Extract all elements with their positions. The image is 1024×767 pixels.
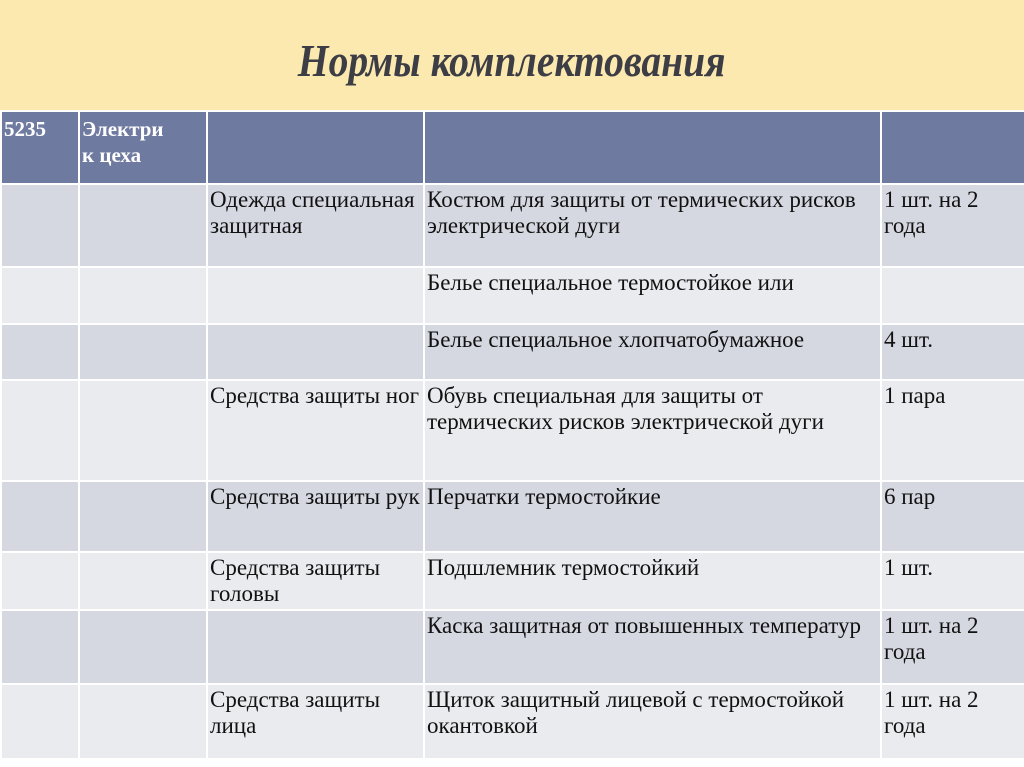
cell-item: Перчатки термостойкие	[424, 481, 881, 552]
cell-norm: 1 шт. на 2 года	[881, 684, 1024, 759]
header-code: 5235	[1, 111, 79, 184]
header-profession	[79, 111, 207, 184]
table-row	[1, 684, 1024, 759]
cell-category: Средства защиты лица	[207, 684, 424, 759]
cell-profession	[79, 684, 207, 759]
cell-code	[1, 324, 79, 380]
cell-norm: 1 пара	[881, 380, 1024, 481]
cell-code	[1, 610, 79, 684]
header-item	[424, 111, 881, 184]
cell-category	[207, 324, 424, 380]
cell-profession	[79, 324, 207, 380]
cell-norm: 1 шт. на 2 года	[881, 184, 1024, 267]
cell-profession	[79, 481, 207, 552]
cell-code	[1, 481, 79, 552]
table-row	[1, 552, 1024, 610]
header-norm	[881, 111, 1024, 184]
cell-norm: 1 шт.	[881, 552, 1024, 610]
table-header-row	[1, 111, 1024, 184]
cell-code	[1, 684, 79, 759]
table-row	[1, 324, 1024, 380]
table-row	[1, 184, 1024, 267]
cell-category: Одежда специальная защитная	[207, 184, 424, 267]
cell-item: Щиток защитный лицевой с термостойкой окантовкой	[424, 684, 881, 759]
norms-table	[0, 110, 1024, 760]
cell-code	[1, 380, 79, 481]
cell-code	[1, 267, 79, 324]
header-category	[207, 111, 424, 184]
cell-profession	[79, 610, 207, 684]
cell-item: Обувь специальная для защиты от термических рисков электрической дуги	[424, 380, 881, 481]
cell-item: Белье специальное термостойкое или	[424, 267, 881, 324]
cell-code	[1, 184, 79, 267]
cell-profession	[79, 267, 207, 324]
cell-category: Средства защиты рук	[207, 481, 424, 552]
cell-item: Костюм для защиты от термических рисков электрической дуги	[424, 184, 881, 267]
cell-norm	[881, 267, 1024, 324]
header-profession-text: Электри к цеха	[82, 117, 164, 167]
cell-norm: 4 шт.	[881, 324, 1024, 380]
cell-category: Средства защиты головы	[207, 552, 424, 610]
cell-category	[207, 267, 424, 324]
slide-title: Нормы комплектования	[298, 34, 726, 86]
table-row	[1, 267, 1024, 324]
table-row	[1, 380, 1024, 481]
table-row	[1, 481, 1024, 552]
cell-category: Средства защиты ног	[207, 380, 424, 481]
cell-profession	[79, 184, 207, 267]
cell-item: Каска защитная от повышенных температур	[424, 610, 881, 684]
cell-norm: 1 шт. на 2 года	[881, 610, 1024, 684]
cell-item: Белье специальное хлопчатобумажное	[424, 324, 881, 380]
title-band	[0, 0, 1024, 110]
cell-code	[1, 552, 79, 610]
cell-category	[207, 610, 424, 684]
table-row	[1, 610, 1024, 684]
cell-norm: 6 пар	[881, 481, 1024, 552]
cell-profession	[79, 380, 207, 481]
cell-profession	[79, 552, 207, 610]
cell-item: Подшлемник термостойкий	[424, 552, 881, 610]
